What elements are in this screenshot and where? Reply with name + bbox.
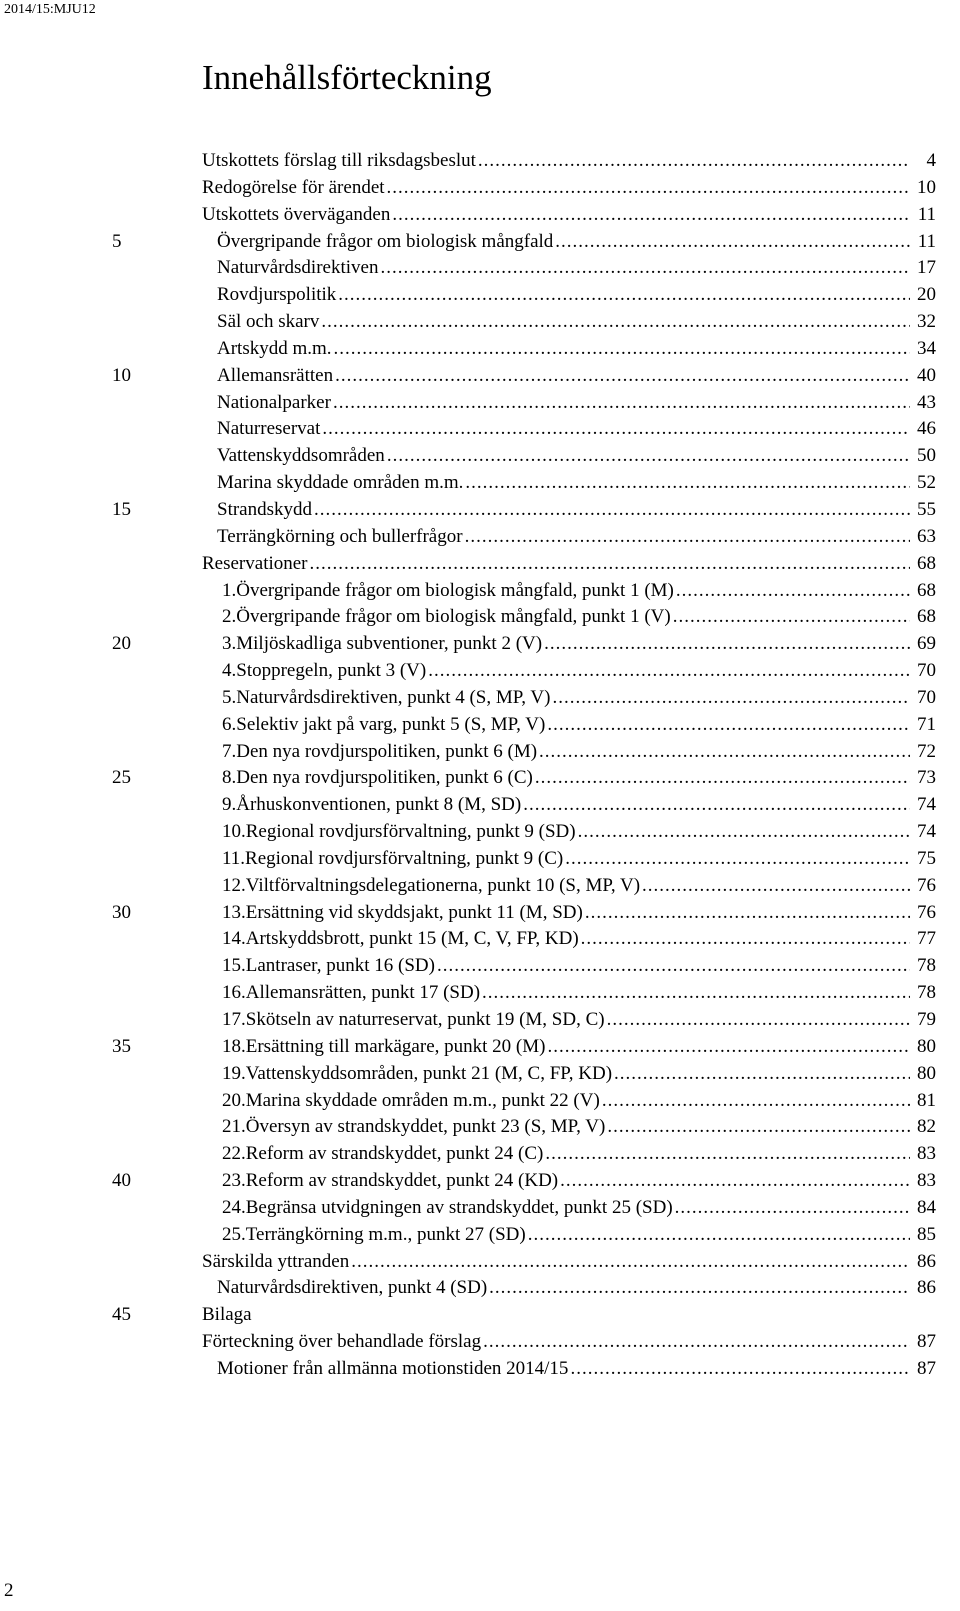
toc-entry-title: Vattenskyddsområden, punkt 21 (M, C, FP, KD) [245, 1062, 613, 1084]
toc-entry-title: Vattenskyddsområden [217, 445, 385, 467]
toc-entry[interactable] [222, 792, 936, 819]
toc-entry-title: Terrängkörning och bullerfrågor [217, 525, 463, 547]
toc-row [0, 1275, 960, 1302]
toc-page-number: 11 [917, 230, 936, 252]
dot-leader [676, 578, 910, 605]
toc-row [0, 1302, 960, 1329]
toc-entry-title: Naturvårdsdirektiven [217, 257, 379, 279]
toc-page-number: 84 [917, 1196, 936, 1218]
dot-leader [333, 390, 910, 417]
line-number: 45 [112, 1304, 131, 1326]
toc-page-number: 17 [917, 257, 936, 279]
toc-page-number: 86 [917, 1250, 936, 1272]
toc-entry-title: Viltförvaltningsdelegationerna, punkt 10 (S, MP, V) [245, 874, 641, 896]
toc-row [0, 148, 960, 175]
page-number: 2 [4, 1580, 14, 1601]
dot-leader [387, 175, 910, 202]
toc-page-number: 69 [917, 633, 936, 655]
toc-row [0, 873, 960, 900]
toc-row [0, 551, 960, 578]
dot-leader [489, 1275, 910, 1302]
toc-entry-title: Översyn av strandskyddet, punkt 23 (S, MP, V) [245, 1116, 606, 1138]
toc-row [0, 1222, 960, 1249]
toc-row [0, 900, 960, 927]
toc-entry-title: Den nya rovdjurspolitiken, punkt 6 (M) [236, 740, 538, 762]
toc-entry-title: Förteckning över behandlade förslag [202, 1331, 482, 1353]
toc-entry-number: 8. [222, 767, 237, 789]
dot-leader [335, 363, 910, 390]
toc-row [0, 336, 960, 363]
toc-entry-number: 15. [222, 955, 246, 977]
toc-entry-number: 4. [222, 660, 237, 682]
toc-entry[interactable] [222, 900, 936, 927]
toc-entry-number: 13. [222, 901, 246, 923]
line-number: 25 [112, 767, 131, 789]
toc-entry[interactable] [222, 658, 936, 685]
toc-entry-title: Allemansrätten, punkt 17 (SD) [245, 982, 481, 1004]
dot-leader [539, 739, 910, 766]
toc-row [0, 1061, 960, 1088]
toc-page-number: 40 [917, 364, 936, 386]
toc-row [0, 578, 960, 605]
toc-row [0, 309, 960, 336]
toc-page-number: 87 [917, 1331, 936, 1353]
toc-row [0, 470, 960, 497]
toc-row [0, 416, 960, 443]
toc-row [0, 739, 960, 766]
toc-entry-title: Marina skyddade områden m.m. [217, 472, 464, 494]
toc-entry-number: 3. [222, 633, 237, 655]
toc-row [0, 1168, 960, 1195]
toc-page-number: 55 [917, 498, 936, 520]
toc-entry-title: Reform av strandskyddet, punkt 24 (KD) [245, 1170, 559, 1192]
toc-entry-title: Naturvårdsdirektiven, punkt 4 (SD) [217, 1277, 488, 1299]
dot-leader [387, 443, 910, 470]
toc-entry[interactable] [202, 1249, 936, 1276]
toc-entry[interactable] [217, 416, 936, 443]
dot-leader [322, 416, 910, 443]
toc-page-number: 74 [917, 794, 936, 816]
toc-entry[interactable] [222, 1061, 936, 1088]
toc-row [0, 497, 960, 524]
toc-row [0, 980, 960, 1007]
toc-row [0, 229, 960, 256]
toc-entry-title: Strandskydd [217, 498, 312, 520]
toc-entry-number: 16. [222, 982, 246, 1004]
dot-leader [544, 631, 910, 658]
toc-row [0, 926, 960, 953]
toc-entry-title: Säl och skarv [217, 311, 320, 333]
toc-entry-title: Övergripande frågor om biologisk mångfald, punkt 1 (V) [236, 606, 671, 628]
toc-entry[interactable] [222, 953, 936, 980]
dot-leader [351, 1249, 910, 1276]
toc-page-number: 43 [917, 391, 936, 413]
toc-entry-title: Utskottets överväganden [202, 203, 391, 225]
toc-page-number: 85 [917, 1223, 936, 1245]
toc-entry-title: Lantraser, punkt 16 (SD) [245, 955, 435, 977]
dot-leader [428, 658, 910, 685]
toc-page-number: 32 [917, 311, 936, 333]
toc-page-number: 68 [917, 606, 936, 628]
toc-row [0, 175, 960, 202]
toc-entry-number: 25. [222, 1223, 246, 1245]
dot-leader [555, 229, 910, 256]
toc-row [0, 1195, 960, 1222]
toc-page-number: 81 [917, 1089, 936, 1111]
toc-entry[interactable] [222, 712, 936, 739]
toc-entry-number: 2. [222, 606, 237, 628]
toc-entry[interactable] [222, 819, 936, 846]
toc-entry-number: 14. [222, 928, 246, 950]
line-number: 35 [112, 1035, 131, 1057]
toc-entry[interactable] [222, 846, 936, 873]
toc-entry-title: Regional rovdjursförvaltning, punkt 9 (SD) [245, 821, 576, 843]
dot-leader [607, 1114, 910, 1141]
toc-entry-title: Övergripande frågor om biologisk mångfald, punkt 1 (M) [236, 579, 674, 601]
dot-leader [602, 1088, 910, 1115]
dot-leader [380, 255, 910, 282]
toc-page-number: 74 [917, 821, 936, 843]
dot-leader [392, 202, 910, 229]
toc-entry[interactable] [202, 175, 936, 202]
toc-page-number: 79 [917, 1009, 936, 1030]
toc-entry[interactable] [202, 551, 936, 578]
toc-row [0, 846, 960, 873]
toc-entry-title: Redogörelse för ärendet [202, 176, 385, 198]
toc-entry-number: 9. [222, 794, 237, 816]
toc-row [0, 202, 960, 229]
toc-page-number: 72 [917, 740, 936, 762]
toc-row [0, 282, 960, 309]
toc-entry[interactable] [222, 631, 936, 658]
toc-entry-title: Århuskonventionen, punkt 8 (M, SD) [236, 794, 522, 816]
toc-entry-title: Marina skyddade områden m.m., punkt 22 (V) [245, 1089, 600, 1111]
toc-page-number: 86 [917, 1277, 936, 1299]
dot-leader [578, 819, 910, 846]
toc-entry[interactable] [222, 1088, 936, 1115]
dot-leader [310, 551, 910, 578]
toc-page-number: 76 [917, 901, 936, 923]
toc-entry-title: Övergripande frågor om biologisk mångfald [217, 230, 554, 252]
dot-leader [585, 900, 910, 927]
dot-leader [535, 765, 910, 792]
dot-leader [528, 1222, 910, 1249]
dot-leader [614, 1061, 910, 1088]
dot-leader [465, 470, 910, 497]
toc-page-number: 10 [917, 176, 936, 198]
toc-entry-title: Begränsa utvidgningen av strandskyddet, punkt 25 (SD) [245, 1196, 673, 1218]
toc-page-number: 80 [917, 1035, 936, 1057]
toc-entry-title: Den nya rovdjurspolitiken, punkt 6 (C) [236, 767, 533, 789]
toc-entry[interactable] [217, 255, 936, 282]
toc-entry[interactable] [217, 229, 936, 256]
toc-entry-number: 23. [222, 1170, 246, 1192]
toc-entry[interactable] [217, 1356, 936, 1383]
toc-page-number: 20 [917, 284, 936, 306]
toc-page-number: 52 [917, 472, 936, 494]
toc-row [0, 792, 960, 819]
toc-entry-title: Naturvårdsdirektiven, punkt 4 (S, MP, V) [236, 686, 551, 708]
document-id: 2014/15:MJU12 [4, 2, 96, 17]
toc-entry[interactable] [202, 1329, 936, 1356]
toc-row [0, 953, 960, 980]
toc-row [0, 819, 960, 846]
toc-entry[interactable] [222, 1007, 936, 1034]
toc-entry-number: 19. [222, 1062, 246, 1084]
toc-row [0, 1249, 960, 1276]
toc-page-number: 70 [917, 660, 936, 682]
dot-leader [523, 792, 910, 819]
toc-entry[interactable] [222, 873, 936, 900]
toc-entry[interactable] [217, 497, 936, 524]
toc-entry-number: 11. [222, 847, 246, 869]
toc-page-number: 83 [917, 1170, 936, 1192]
toc-entry-title: Reform av strandskyddet, punkt 24 (C) [245, 1143, 544, 1165]
toc-entry-title: Skötseln av naturreservat, punkt 19 (M, SD, C) [245, 1009, 605, 1030]
toc-entry[interactable] [217, 470, 936, 497]
toc-page-number: 77 [917, 928, 936, 950]
toc-entry[interactable] [222, 926, 936, 953]
toc-entry-title: Stoppregeln, punkt 3 (V) [236, 660, 427, 682]
toc-row [0, 1356, 960, 1383]
toc-entry-number: 20. [222, 1089, 246, 1111]
toc-row [0, 1007, 960, 1034]
toc-entry-title: Motioner från allmänna motionstiden 2014/15 [217, 1357, 569, 1379]
dot-leader [437, 953, 910, 980]
toc-entry[interactable] [202, 202, 936, 229]
dot-leader [547, 1034, 910, 1061]
dot-leader [334, 336, 910, 363]
toc-entry-number: 12. [222, 874, 246, 896]
toc-page-number: 78 [917, 955, 936, 977]
toc-entry[interactable] [222, 1114, 936, 1141]
toc-entry-title: Naturreservat [217, 418, 321, 440]
toc-page-number: 4 [926, 150, 936, 171]
toc-entry-title: Nationalparker [217, 391, 331, 413]
toc-row [0, 658, 960, 685]
toc-entry[interactable] [222, 685, 936, 712]
toc-page-number: 68 [917, 552, 936, 574]
line-number: 5 [112, 230, 122, 252]
toc-entry-title: Regional rovdjursförvaltning, punkt 9 (C) [245, 847, 564, 869]
toc-entry-number: 7. [222, 740, 237, 762]
toc-entry-number: 6. [222, 713, 237, 735]
toc-entry[interactable] [222, 1195, 936, 1222]
dot-leader [642, 873, 910, 900]
line-number: 15 [112, 498, 131, 520]
toc-entry-title: Ersättning vid skyddsjakt, punkt 11 (M, SD) [245, 901, 583, 923]
table-of-contents [0, 148, 960, 1383]
dot-leader [478, 148, 910, 175]
dot-leader [483, 1329, 910, 1356]
dot-leader [465, 524, 910, 551]
toc-row [0, 363, 960, 390]
toc-row [0, 765, 960, 792]
toc-entry-title: Utskottets förslag till riksdagsbeslut [202, 150, 476, 171]
toc-page-number: 50 [917, 445, 936, 467]
toc-row [0, 443, 960, 470]
toc-row [0, 1034, 960, 1061]
toc-row [0, 1088, 960, 1115]
toc-entry-number: 22. [222, 1143, 246, 1165]
toc-entry[interactable] [222, 739, 936, 766]
line-number: 30 [112, 901, 131, 923]
toc-entry-title: Bilaga [202, 1304, 252, 1326]
toc-page-number: 76 [917, 874, 936, 896]
toc-page-number: 73 [917, 767, 936, 789]
dot-leader [560, 1168, 910, 1195]
toc-entry[interactable] [217, 336, 936, 363]
toc-page-number: 80 [917, 1062, 936, 1084]
toc-entry-title: Reservationer [202, 552, 308, 574]
toc-entry[interactable] [217, 282, 936, 309]
toc-page-number: 87 [917, 1357, 936, 1379]
toc-entry-title: Särskilda yttranden [202, 1250, 350, 1272]
toc-page-number: 34 [917, 337, 936, 359]
toc-row [0, 255, 960, 282]
dot-leader [314, 497, 910, 524]
toc-page-number: 78 [917, 982, 936, 1004]
dot-leader [545, 1141, 910, 1168]
toc-page-number: 82 [917, 1116, 936, 1138]
toc-entry-title: Artskydd m.m. [217, 337, 332, 359]
toc-entry-title: Terrängkörning m.m., punkt 27 (SD) [245, 1223, 526, 1245]
toc-page-number: 83 [917, 1143, 936, 1165]
toc-entry-title: Rovdjurspolitik [217, 284, 337, 306]
line-number: 20 [112, 633, 131, 655]
toc-row [0, 712, 960, 739]
toc-row [0, 1329, 960, 1356]
toc-entry[interactable] [217, 363, 936, 390]
dot-leader [675, 1195, 910, 1222]
toc-page-number: 70 [917, 686, 936, 708]
toc-row [0, 390, 960, 417]
toc-entry[interactable] [217, 1275, 936, 1302]
toc-entry[interactable] [217, 524, 936, 551]
toc-entry-number: 1. [222, 579, 237, 601]
line-number: 40 [112, 1170, 131, 1192]
toc-row [0, 524, 960, 551]
dot-leader [565, 846, 910, 873]
toc-entry[interactable] [217, 443, 936, 470]
toc-entry[interactable] [202, 1302, 936, 1329]
toc-entry[interactable] [222, 1141, 936, 1168]
toc-row [0, 631, 960, 658]
toc-page-number: 11 [917, 203, 936, 225]
toc-entry-number: 18. [222, 1035, 246, 1057]
toc-entry[interactable] [222, 578, 936, 605]
toc-row [0, 1141, 960, 1168]
toc-entry-title: Selektiv jakt på varg, punkt 5 (S, MP, V) [236, 713, 546, 735]
toc-entry-number: 17. [222, 1009, 246, 1030]
page-title: Innehållsförteckning [202, 58, 492, 97]
dot-leader [607, 1007, 910, 1034]
toc-entry[interactable] [202, 148, 936, 175]
dot-leader [570, 1356, 910, 1383]
toc-page-number: 71 [917, 713, 936, 735]
toc-page-number: 68 [917, 579, 936, 601]
toc-entry-number: 5. [222, 686, 237, 708]
toc-entry[interactable] [222, 1222, 936, 1249]
dot-leader [482, 980, 910, 1007]
toc-entry[interactable] [217, 309, 936, 336]
toc-entry[interactable] [222, 604, 936, 631]
dot-leader [321, 309, 910, 336]
toc-entry-number: 10. [222, 821, 246, 843]
toc-page-number: 63 [917, 525, 936, 547]
toc-page-number: 75 [917, 847, 936, 869]
dot-leader [552, 685, 910, 712]
dot-leader [547, 712, 910, 739]
toc-row [0, 604, 960, 631]
toc-entry-title: Allemansrätten [217, 364, 334, 386]
line-number: 10 [112, 364, 131, 386]
toc-entry[interactable] [217, 390, 936, 417]
toc-page-number: 46 [917, 418, 936, 440]
toc-entry[interactable] [222, 980, 936, 1007]
toc-entry-title: Miljöskadliga subventioner, punkt 2 (V) [236, 633, 543, 655]
toc-entry[interactable] [222, 1034, 936, 1061]
toc-entry-title: Artskyddsbrott, punkt 15 (M, C, V, FP, KD) [245, 928, 579, 950]
toc-entry[interactable] [222, 1168, 936, 1195]
toc-row [0, 1114, 960, 1141]
toc-entry-title: Ersättning till markägare, punkt 20 (M) [245, 1035, 546, 1057]
toc-entry[interactable] [222, 765, 936, 792]
toc-entry-number: 24. [222, 1196, 246, 1218]
dot-leader [338, 282, 910, 309]
dot-leader [581, 926, 910, 953]
dot-leader [673, 604, 910, 631]
toc-entry-number: 21. [222, 1116, 246, 1138]
toc-row [0, 685, 960, 712]
